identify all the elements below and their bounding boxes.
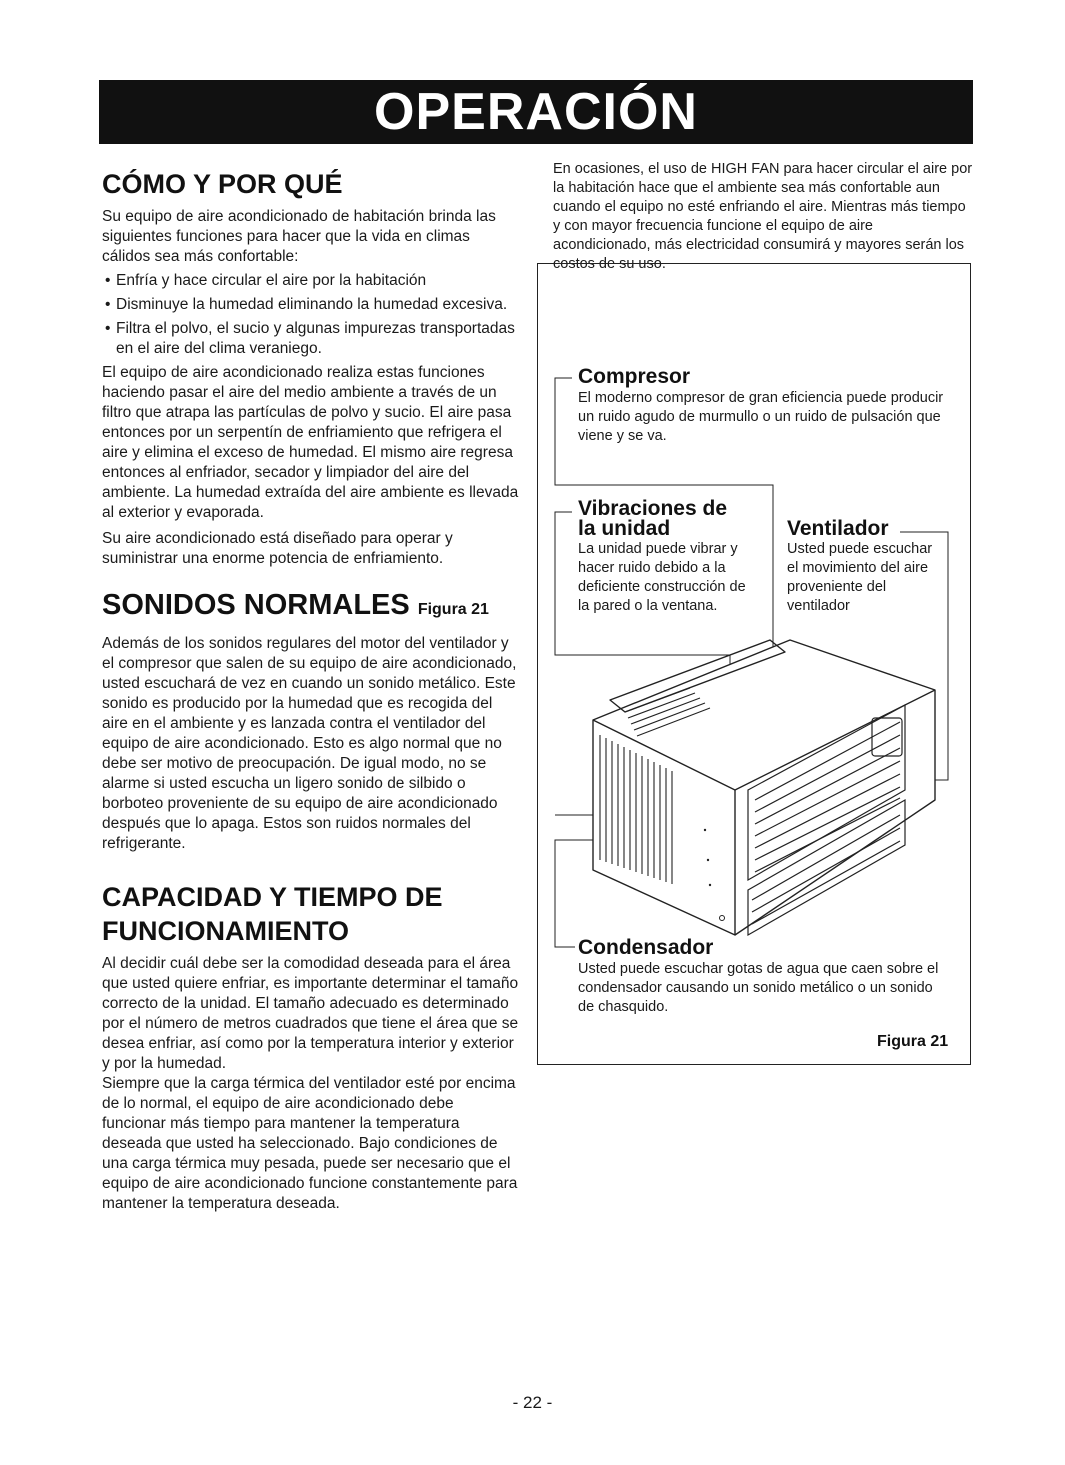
vibraciones-label (578, 499, 727, 539)
vibraciones-label-line-2: la unidad (578, 517, 671, 540)
ventilador-description: Usted puede escuchar el movimiento del aire proveniente del ventilador (787, 541, 933, 614)
page-title: OPERACIÓN (374, 83, 698, 141)
page-number: - 22 - (512, 1393, 553, 1412)
sonidos-paragraph: Además de los sonidos regulares del motor del ventilador y el compresor que salen de su equipo de aire acondicionado, usted escuchará de vez en cuando un sonido metálico. Este sonido es producido por la humedad que es recogida del aire en el ambiente y es lanzada contra el ventilador del equipo de aire acondicionado. Esto es algo normal que no debe ser motivo de preocupación. De igual modo, no se alarme si usted escucha un ligero sonido de silbido o borboteo proveniente de su equipo de aire acondicionado después que lo apaga. Estos son ruidos normales del refrigerante. (102, 635, 517, 852)
bullet-item: • Filtra el polvo, el sucio y algunas impurezas transportadas en el aire del clima veraniego. (102, 319, 520, 359)
bullet-item: • Enfría y hace circular el aire por la habitación (102, 271, 520, 291)
compresor-description: El moderno compresor de gran eficiencia puede producir un ruido agudo de murmullo o un ruido de pulsación que viene y se va. (578, 390, 944, 444)
unit-outline (593, 640, 935, 935)
capacidad-paragraph-2: Siempre que la carga térmica del ventilador esté por encima de lo normal, el equipo de aire acondicionado debe funcionar más tiempo para mantener la temperatura deseada que usted ha seleccionado. Bajo condiciones de una carga térmica muy pesada, puede ser necesario que el equipo de aire acondicionado funcione constantemente para mantener la temperatura deseada. (102, 1075, 518, 1212)
section-heading-capacidad: CAPACIDAD Y TIEMPO DE FUNCIONAMIENTO (102, 882, 443, 946)
vibraciones-description: La unidad puede vibrar y hacer ruido debido a la deficiente construcción de la pared o la ventana. (578, 541, 746, 614)
sonidos-figure-ref: Figura 21 (417, 601, 489, 618)
section-heading-como: CÓMO Y POR QUÉ (102, 169, 343, 199)
como-paragraph-2: Su aire acondicionado está diseñado para operar y suministrar una enorme potencia de enfriamiento. (102, 530, 453, 567)
como-intro: Su equipo de aire acondicionado de habitación brinda las siguientes funciones para hacer que la vida en climas cálidos sea más confortable: (102, 208, 496, 265)
compresor-label: Compresor (578, 365, 691, 388)
condensador-label: Condensador (578, 936, 714, 959)
ventilador-label: Ventilador (787, 517, 889, 540)
bullet-item: • Disminuye la humedad eliminando la humedad excesiva. (102, 295, 520, 315)
vibraciones-label-line-1: Vibraciones de (578, 497, 728, 520)
condensador-description: Usted puede escuchar gotas de agua que caen sobre el condensador causando un sonido metálico o un sonido de chasquido. (578, 961, 939, 1015)
capacidad-paragraph-1: Al decidir cuál debe ser la comodidad deseada para el área que usted quiere enfriar, es importante determinar el tamaño correcto de la unidad. El tamaño adecuado es determinado por el número de metros cuadrados que tiene el área que se desea enfriar, así como por la temperatura interior y exterior y por la humedad. (102, 955, 519, 1072)
sonidos-heading-text: SONIDOS NORMALES (102, 589, 410, 621)
figure-caption: Figura 21 (877, 1033, 949, 1050)
como-paragraph-1: El equipo de aire acondicionado realiza estas funciones haciendo pasar el aire del medio ambiente a través de un filtro que atrapa las partículas de polvo y sucio. El aire pasa entonces por un serpentín de enfriamiento que refrigera el aire y elimina el exceso de humedad. El mismo aire regresa entonces al enfriador, secador y limpiador del aire del ambiente. La humedad extraída del aire ambiente es llevada al exterior y evaporada. (102, 364, 519, 521)
high-fan-paragraph: En ocasiones, el uso de HIGH FAN para hacer circular el aire por la habitación hace que el ambiente sea más confortable aun cuando el equipo no esté enfriando el aire. Mientras más tiempo y con mayor frecuencia funcione el equipo de aire acondicionado, más electricidad consumirá y mayores serán los costos de su uso. (553, 161, 973, 272)
